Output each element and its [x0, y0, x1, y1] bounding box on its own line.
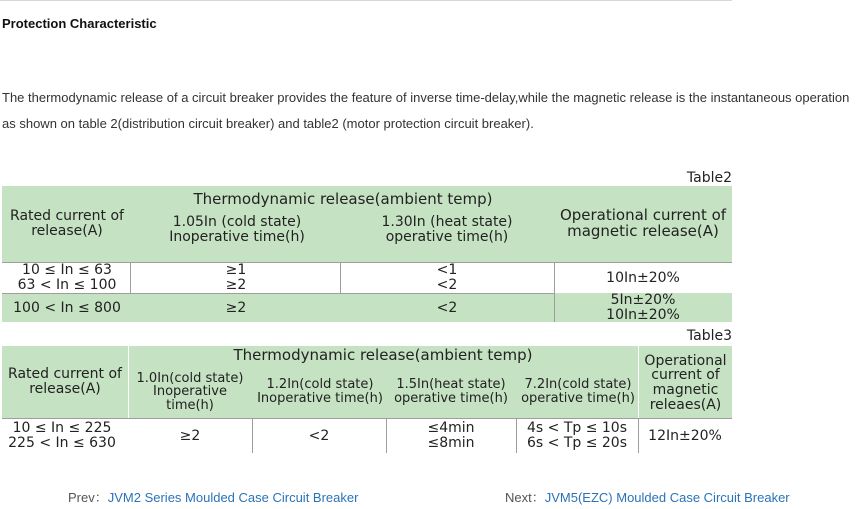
table3-val-1: ≥2 [179, 427, 201, 444]
table2-row1-rated: 10 ≤ In ≤ 63 63 < In ≤ 100 [17, 262, 117, 293]
table3-col-rated: Rated current of release(A) [8, 366, 122, 397]
next-link[interactable]: JVM5(EZC) Moulded Case Circuit Breaker [544, 490, 790, 505]
prev-nav [68, 487, 358, 506]
table3-val-4: 4s < Tp ≤ 10s 6s < Tp ≤ 20s [526, 420, 627, 451]
table3-val-3: ≤4min ≤8min [427, 420, 475, 451]
table2 [2, 186, 732, 322]
prev-link[interactable]: JVM2 Series Moulded Case Circuit Breaker [107, 490, 359, 505]
table2-row1-heat: <1 <2 [436, 262, 458, 293]
table3-col-magnetic: Operational current of magnetic releaes(A) [644, 352, 727, 413]
next-label: Next： [505, 490, 545, 505]
table3 [2, 346, 732, 453]
table2-sub-cold: 1.05In (cold state) Inoperative time(h) [169, 214, 305, 245]
table3-caption: Table3 [686, 328, 732, 344]
table3-sub-3: 1.5In(heat state) operative time(h) [394, 377, 508, 406]
table3-col-thermo: Thermodynamic release(ambient temp) [233, 346, 533, 365]
table2-col-thermo: Thermodynamic release(ambient temp) [193, 190, 493, 209]
table2-sub-heat: 1.30In (heat state) operative time(h) [381, 214, 513, 245]
table3-sub-2: 1.2In(cold state) Inoperative time(h) [257, 377, 383, 406]
table3-sub-1: 1.0In(cold state) Inoperative time(h) [136, 370, 244, 413]
table3-rated: 10 ≤ In ≤ 225 225 < In ≤ 630 [8, 420, 116, 451]
table2-row2-heat: <2 [436, 299, 458, 316]
top-divider [0, 0, 732, 1]
table2-row1-cold: ≥1 ≥2 [225, 262, 247, 293]
prev-label: Prev： [68, 490, 108, 505]
table3-sub-4: 7.2In(cold state) operative time(h) [521, 377, 635, 406]
table2-row2-magnetic: 5In±20% 10In±20% [606, 292, 680, 323]
table2-row1-magnetic: 10In±20% [606, 269, 680, 286]
table2-row2-cold: ≥2 [225, 299, 247, 316]
table2-row2-rated: 100 < In ≤ 800 [13, 299, 121, 316]
intro-paragraph: The thermodynamic release of a circuit breaker provides the feature of inverse time-delay,while the magnetic release is the instantaneous operation as shown on table 2(distribution circuit breaker) and table2 (motor protection circuit breaker). [2, 90, 850, 131]
table3-val-5: 12In±20% [648, 427, 722, 444]
table3-val-2: <2 [308, 427, 330, 444]
section-heading: Protection Characteristic [2, 16, 157, 31]
table2-col-rated: Rated current of release(A) [10, 208, 124, 239]
next-nav [505, 487, 790, 506]
table2-caption: Table2 [686, 170, 732, 186]
table2-col-magnetic: Operational current of magnetic release(A) [559, 206, 727, 240]
